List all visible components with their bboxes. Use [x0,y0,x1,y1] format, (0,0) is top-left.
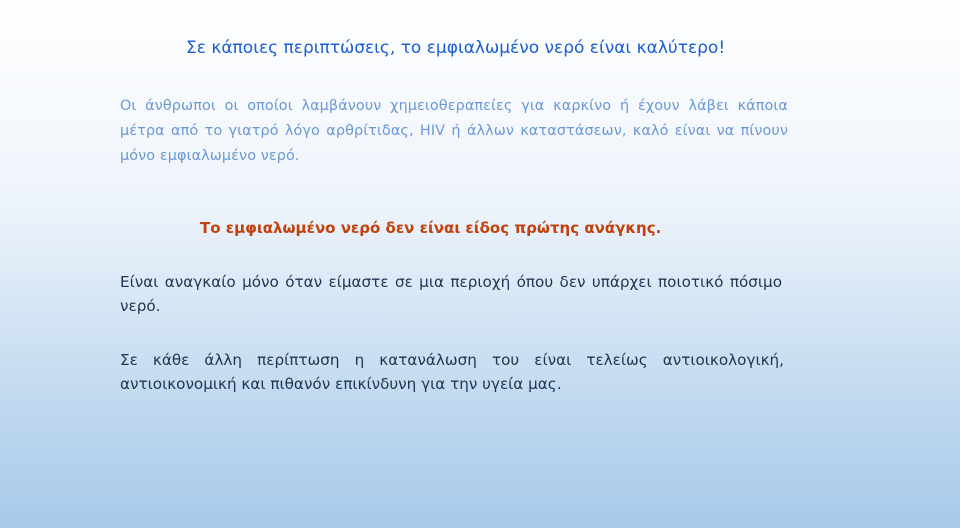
necessity-paragraph: Είναι αναγκαίο μόνο όταν είμαστε σε μια περιοχή όπου δεν υπάρχει ποιοτικό πόσιμο νερό. [120,273,782,315]
conclusion-paragraph: Σε κάθε άλλη περίπτωση η κατανάλωση του είναι τελείως αντιοικολογική, αντιοικονομική και πιθανόν επικίνδυνη για την υγεία μας. [120,351,784,393]
intro-paragraph: Οι άνθρωποι οι οποίοι λαμβάνουν χημειοθεραπείες για καρκίνο ή έχουν λάβει κάποια μέτρα από το γιατρό λόγο αρθρίτιδας, HIV ή άλλων καταστάσεων, καλό είναι να πίνουν μόνο εμφιαλωμένο νερό. [120,98,788,164]
warning-statement: Το εμφιαλωμένο νερό δεν είναι είδος πρώτης ανάγκης. [200,219,662,237]
slide-heading: Σε κάποιες περιπτώσεις, το εμφιαλωμένο νερό είναι καλύτερο! [186,38,726,58]
